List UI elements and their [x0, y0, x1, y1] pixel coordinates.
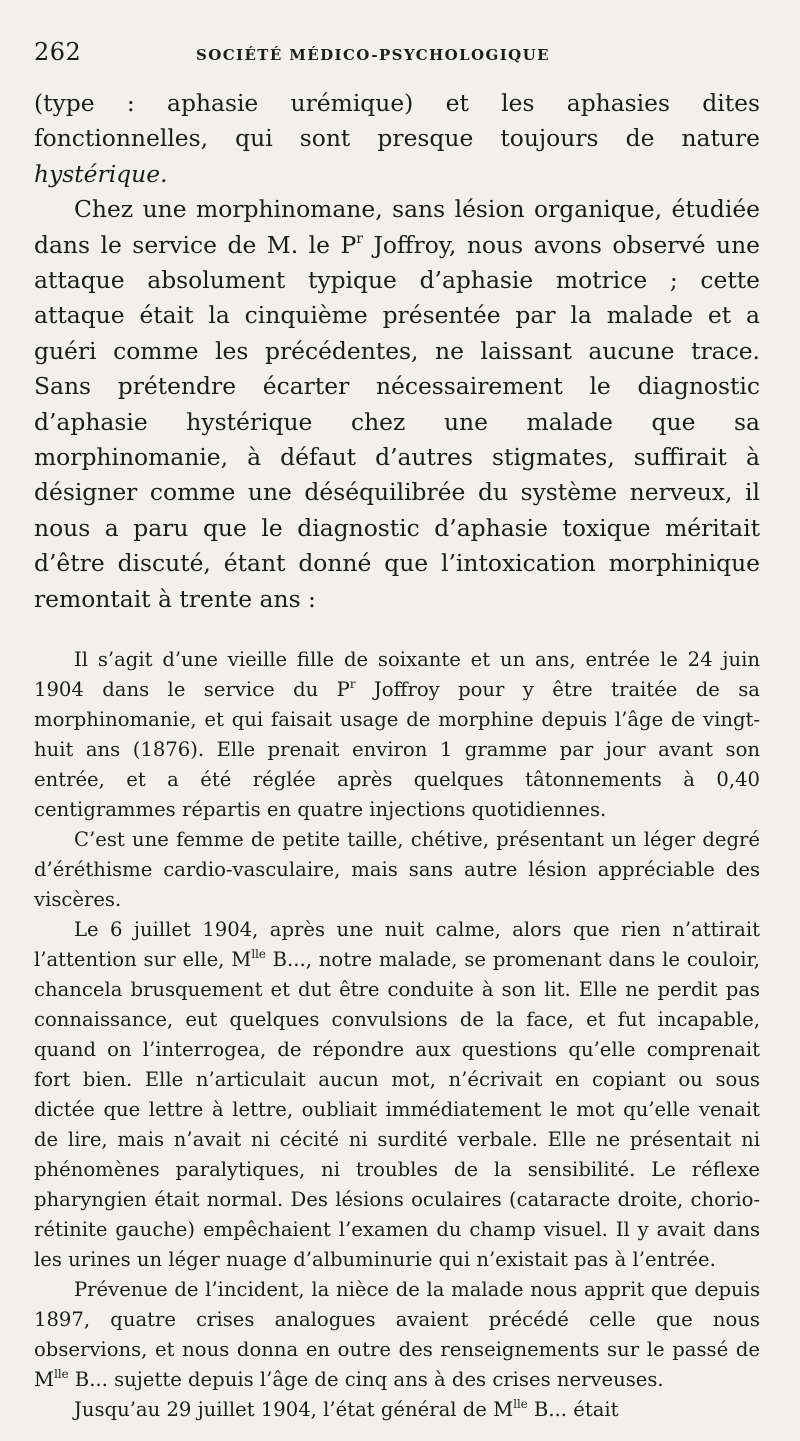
- case-report: [34, 645, 760, 1425]
- text-run: Joffroy pour y être traitée de sa morphinomanie, et qui faisait usage de morphine depuis l’âge de vingt-huit ans (1876). Elle prenait environ 1 gramme par jour avant son entrée, et a été réglée après quelques tâtonnements à 0,40 centigrammes répartis en quatre injections quotidiennes.: [34, 678, 760, 822]
- book-page: [34, 38, 760, 1425]
- page-header: [34, 38, 760, 78]
- text-run: Jusqu’au 29 juillet 1904, l’état général de M: [74, 1398, 514, 1422]
- text-run: Prévenue de l’incident, la nièce de la malade nous apprit que depuis 1897, quatre crises analogues avaient précédé celle que nous observions, et nous donna en outre des renseignements sur le passé de M: [34, 1278, 760, 1392]
- superscript: r: [356, 230, 363, 247]
- text-run: B... sujette depuis l’âge de cinq ans à des crises nerveuses.: [68, 1368, 664, 1392]
- case-paragraph-3: [34, 915, 760, 1275]
- text-run: Le 6 juillet 1904, après une nuit calme, alors que rien n’attirait l’attention sur elle, M: [34, 918, 760, 972]
- text-run: B... était: [527, 1398, 619, 1422]
- text-run: Chez une morphinomane, sans lésion organique, étudiée dans le service de M. le P: [34, 195, 760, 259]
- superscript: lle: [513, 1396, 528, 1411]
- paragraph-2: [34, 192, 760, 617]
- superscript: lle: [54, 1366, 69, 1381]
- emphasis: hystérique.: [34, 159, 168, 188]
- case-paragraph-5: [34, 1395, 760, 1425]
- superscript: lle: [251, 946, 266, 961]
- text-run: Joffroy, nous avons observé une attaque absolument typique d’aphasie motrice ; cette attaque était la cinquième présentée par la malade et a guéri comme les précédentes, ne laissant aucune trace. Sans prétendre écarter nécessairement le diagnostic d’aphasie hystérique chez une malade que sa morphinomanie, à défaut d’autres stigmates, suffirait à désigner comme une déséquilibrée du système nerveux, il nous a paru que le diagnostic d’aphasie toxique méritait d’être discuté, étant donné que l’intoxication morphinique remontait à trente ans :: [34, 230, 760, 613]
- case-paragraph-4: [34, 1275, 760, 1395]
- superscript: r: [349, 676, 356, 691]
- page-number: 262: [34, 38, 82, 66]
- case-paragraph-1: [34, 645, 760, 825]
- case-paragraph-2: C’est une femme de petite taille, chétive, présentant un léger degré d’éréthisme cardio-vasculaire, mais sans autre lésion appréciable des viscères.: [34, 828, 760, 912]
- main-text: [34, 86, 760, 617]
- text-run: (type : aphasie urémique) et les aphasies dites fonctionnelles, qui sont presque toujours de nature: [34, 89, 760, 153]
- text-run: B..., notre malade, se promenant dans le couloir, chancela brusquement et dut être conduite à son lit. Elle ne perdit pas connaissance, eut quelques convulsions de la face, et fut incapable, quand on l’interrogea, de répondre aux questions qu’elle comprenait fort bien. Elle n’articulait aucun mot, n’écrivait en copiant ou sous dictée que lettre à lettre, oubliait immédiatement le mot qu’elle venait de lire, mais n’avait ni cécité ni surdité verbale. Elle ne présentait ni phénomènes paralytiques, ni troubles de la sensibilité. Le réflexe pharyngien était normal. Des lésions oculaires (cataracte droite, chorio-rétinite gauche) empêchaient l’examen du champ visuel. Il y avait dans les urines un léger nuage d’albuminurie qui n’existait pas à l’entrée.: [34, 948, 760, 1272]
- paragraph-1: [34, 86, 760, 192]
- running-title: SOCIÉTÉ MÉDICO-PSYCHOLOGIQUE: [196, 46, 550, 64]
- text-run: Il s’agit d’une vieille fille de soixante et un ans, entrée le 24 juin 1904 dans le service du P: [34, 648, 760, 702]
